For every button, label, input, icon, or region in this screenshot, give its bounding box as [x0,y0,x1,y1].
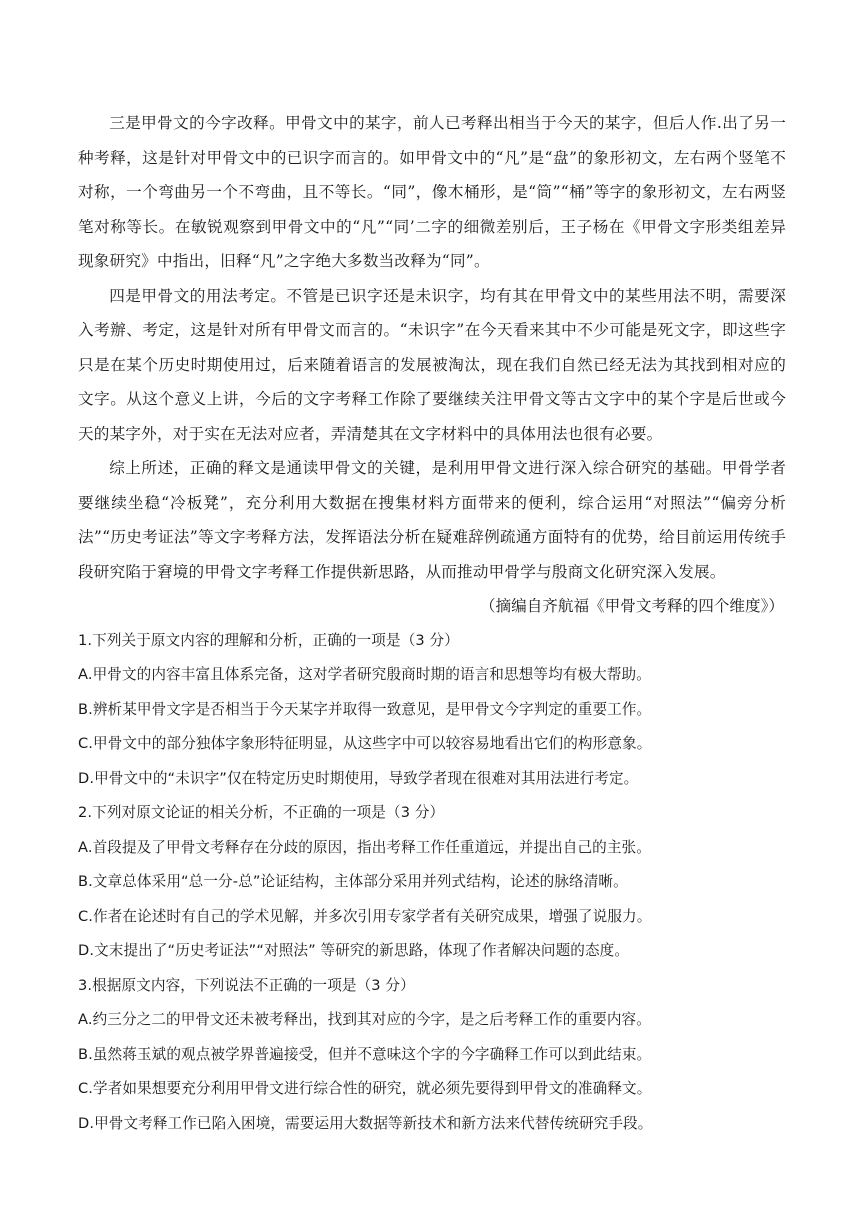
passage-paragraph: 综上所述，正确的释文是通读甲骨文的关键，是利用甲骨文进行深入综合研究的基础。甲骨学者要继续坐稳“冷板凳”，充分利用大数据在搜集材料方面带来的便利，综合运用“对照法”“偏旁分析法”“历史考证法”等文字考释方法，发挥语法分析在疑难辞例疏通方面特有的优势，给目前运用传统手段研究陷于窘境的甲骨文字考释工作提供新思路，从而推动甲骨学与殷商文化研究深入发展。 [78,459,786,581]
passage-paragraph: 三是甲骨文的今字改释。甲骨文中的某字，前人已考释出相当于今天的某字，但后人作.出了另一种考释，这是针对甲骨文中的已识字而言的。如甲骨文中的“凡”是“盘”的象形初文，左右两个竖笔不对称，一个弯曲另一个不弯曲，且不等长。“同”，像木桶形，是“筒”“桶”等字的象形初文，左右两竖笔对称等长。在敏锐观察到甲骨文中的“凡”“同’二字的细微差别后，王子杨在《甲骨文字形类组差异现象研究》中指出，旧释“凡”之字绝大多数当改释为“同”。 [78,114,786,270]
question-stem: 2.下列对原文论证的相关分析，不正确的一项是（3 分） [78,804,445,821]
option-c: C.学者如果想要充分利用甲骨文进行综合性的研究，就必须先要得到甲骨文的准确释文。 [78,1080,652,1097]
option-b: B.虽然蒋玉斌的观点被学界普遍接受，但并不意味这个字的今字确释工作可以到此结束。 [78,1045,652,1063]
option-d: D.甲骨文考释工作已陷入困境，需要运用大数据等新技术和新方法来代替传统研究手段。 [78,1114,653,1132]
document-page [78,106,786,1141]
option-b: B.文章总体采用“总一分-总”论证结构，主体部分采用并列式结构，论述的脉络清晰。 [78,873,628,890]
option-d: D.文末提出了“历史考证法”“对照法” 等研究的新思路，体现了作者解决问题的态度。 [78,942,630,959]
question-stem: 1.下列关于原文内容的理解和分析，正确的一项是（3 分） [78,631,459,649]
passage-paragraph: 四是甲骨文的用法考定。不管是已识字还是未识字，均有其在甲骨文中的某些用法不明，需要深入考辦、考定，这是针对所有甲骨文而言的。“未识字”在今天看来其中不少可能是死文字，即这些字只是在某个历史时期使用过，后来随着语言的发展被淘汰，现在我们自然已经无法为其找到相对应的文字。从这个意义上讲，今后的文字考释工作除了要继续关注甲骨文等古文字中的某个字是后世或今天的某字外，对于实在无法对应者，弄清楚其在文字材料中的具体用法也很有必要。 [78,286,786,443]
question-2 [78,796,786,969]
option-b: B.辨析某甲骨文字是否相当于今天某字并取得一致意见，是甲骨文今字判定的重要工作。 [78,700,652,718]
question-1 [78,624,786,797]
option-a: A.约三分之二的甲骨文还未被考释出，找到其对应的今字，是之后考释工作的重要内容。 [78,1011,651,1028]
option-a: A.甲骨文的内容丰富且体系完备，这对学者研究殷商时期的语言和思想等均有极大帮助。 [78,666,651,683]
question-3 [78,969,786,1142]
question-stem: 3.根据原文内容，下列说法不正确的一项是（3 分） [78,976,415,994]
option-c: C.甲骨文中的部分独体字象形特征明显，从这些字中可以较容易地看出它们的构形意象。 [78,735,652,752]
passage-source: （摘编自齐航福《甲骨文考释的四个维度》） [479,597,784,615]
option-d: D.甲骨文中的“未识字”仅在特定历史时期使用，导致学者现在很难对其用法进行考定。 [78,769,639,787]
option-a: A.首段提及了甲骨文考释存在分歧的原因，指出考释工作任重道远，并提出自己的主张。 [78,838,651,856]
option-c: C.作者在论述时有自己的学术见解，并多次引用专家学者有关研究成果，增强了说服力。 [78,907,652,925]
